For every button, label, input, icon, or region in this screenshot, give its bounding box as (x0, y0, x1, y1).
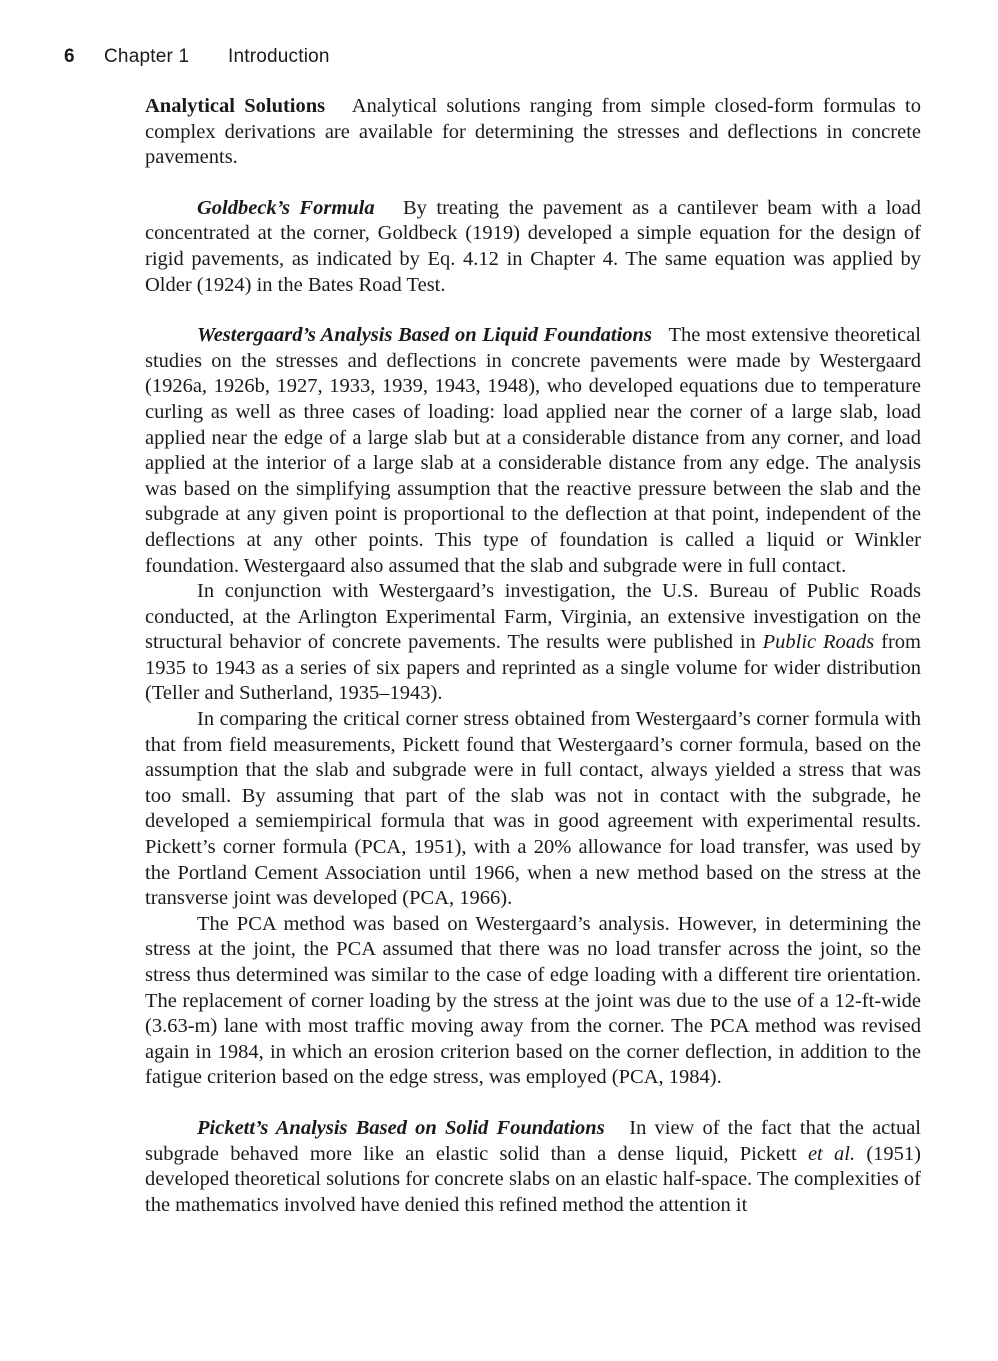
pickett-text-after: (1951) developed theoretical solutions for concrete slabs on an elastic half-space. The complexities of the mathematics involved have denied this refined method the attention it (145, 1142, 922, 1216)
bureau-public-roads-paragraph (145, 579, 921, 707)
bureau-text-after: from 1935 to 1943 as a series of six papers and reprinted as a single volume for wider distribution (Teller and Sutherland, 1935–1943). (145, 631, 922, 705)
westergaard-heading: Westergaard’s Analysis Based on Liquid Foundations (197, 324, 652, 347)
analytical-solutions-heading: Analytical Solutions (145, 95, 326, 117)
pickett-solid-paragraph (145, 1116, 921, 1218)
goldbeck-heading: Goldbeck’s Formula (197, 196, 375, 219)
chapter-title: Introduction (228, 46, 330, 67)
pickett-text-before: In view of the fact that the actual subgrade behaved more like an elastic solid than a dense liquid, Pickett (145, 1116, 922, 1165)
analytical-solutions-paragraph (145, 94, 921, 171)
pickett-corner-text: In comparing the critical corner stress obtained from Westergaard’s corner formula with that from field measurements, Pickett found that Westergaard’s corner formula, based on the assumption that the slab and subgrade were in full contact, always yielded a stress that was too small. By assuming that part of the slab was not in contact with the subgrade, he developed a semiempirical formula that was in good agreement with experimental results. Pickett’s corner formula (PCA, 1951), with a 20% allowance for load transfer, was used by the Portland Cement Association until 1966, when a new method based on the stress at the transverse joint was developed (PCA, 1966). (145, 708, 921, 910)
bureau-text-before: In conjunction with Westergaard’s investigation, the U.S. Bureau of Public Roads conducted, at the Arlington Experimental Farm, Virginia, an extensive investigation on the structural behavior of concrete pavements. The results were published in (145, 580, 921, 654)
pca-method-paragraph (145, 912, 921, 1091)
chapter-label: Chapter 1 (104, 46, 190, 67)
westergaard-text: The most extensive theoretical studies on the stresses and deflections in concrete pavements were made by Westergaard (1926a, 1926b, 1927, 1933, 1939, 1943, 1948), who developed equations due to temperature curling as well as three cases of loading: load applied near the corner of a large slab, load applied near the edge of a large slab but at a considerable distance from any corner, and load applied at the interior of a large slab at a considerable distance from any edge. The analysis was based on the simplifying assumption that the reactive pressure between the slab and the subgrade at any given point is proportional to the deflection at that point, independent of the deflections at any other points. This type of foundation is called a liquid or Winkler foundation. Westergaard also assumed that the slab and subgrade were in full contact. (145, 324, 921, 577)
goldbeck-text: By treating the pavement as a cantilever beam with a load concentrated at the corner, Goldbeck (1919) developed a simple equation for the design of rigid pavements, as indicated by Eq. 4.12 in Chapter 4. The same equation was applied by Older (1924) in the Bates Road Test. (145, 196, 922, 296)
pickett-solid-heading: Pickett’s Analysis Based on Solid Foundations (197, 1116, 605, 1139)
analytical-solutions-text: Analytical solutions ranging from simple closed-form formulas to complex derivations are available for determining the stresses and deflections in concrete pavements. (145, 95, 921, 169)
et-al-italic: et al. (807, 1142, 856, 1165)
public-roads-title: Public Roads (762, 631, 875, 654)
page-body (145, 94, 921, 1218)
running-header (64, 46, 330, 68)
pca-method-text: The PCA method was based on Westergaard’s analysis. However, in determining the stress at the joint, the PCA assumed that there was no load transfer across the joint, so the stress thus determined was similar to the case of edge loading with a different tire orientation. The replacement of corner loading by the stress at the joint was due to the use of a 12-ft-wide (3.63-m) lane with most traffic moving away from the corner. The PCA method was revised again in 1984, in which an erosion criterion based on the corner deflection, in addition to the fatigue criterion based on the edge stress, was employed (PCA, 1984). (145, 912, 921, 1089)
page-number: 6 (64, 46, 75, 67)
pickett-corner-paragraph (145, 707, 921, 912)
goldbeck-paragraph (145, 196, 921, 298)
westergaard-paragraph (145, 323, 921, 579)
